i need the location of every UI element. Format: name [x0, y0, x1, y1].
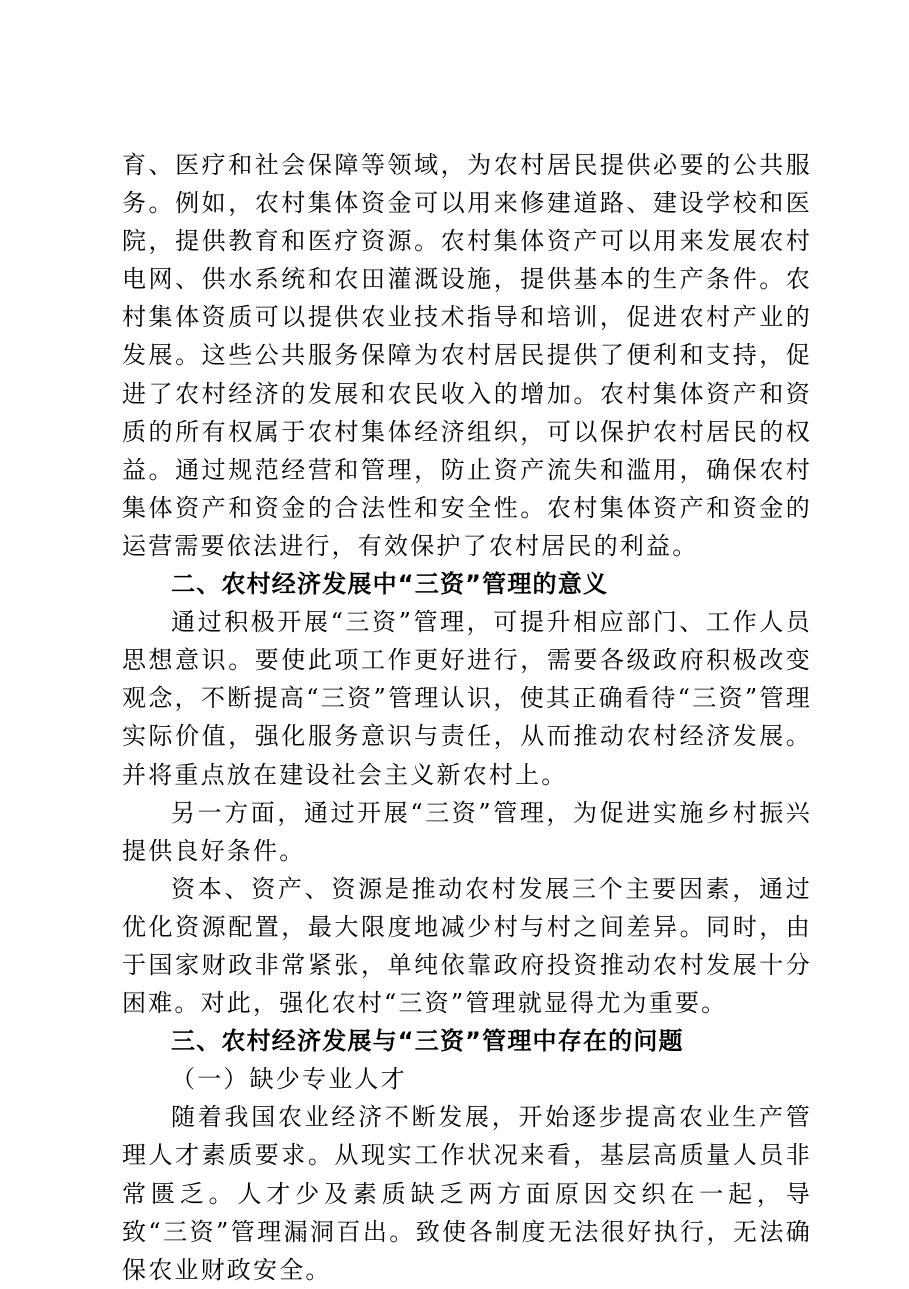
paragraph-talent-shortage: 随着我国农业经济不断发展，开始逐步提高农业生产管理人才素质要求。从现实工作状况来看，基层高质量人员非常匮乏。人才少及素质缺乏两方面原因交织在一起，导致“三资”管理漏洞百出。致使各制度无法很好执行，无法确保农业财政安全。 — [122, 1103, 812, 1284]
paragraph-resource-allocation: 资本、资产、资源是推动农村发展三个主要因素，通过优化资源配置，最大限度地减少村与村之间差异。同时，由于国家财政非常紧张，单纯依靠政府投资推动农村发展十分困难。对此，强化农村“三资”管理就显得尤为重要。 — [122, 874, 812, 1018]
subsection-heading-talent: （一）缺少专业人才 — [171, 1065, 407, 1094]
section-heading-significance: 二、农村经济发展中“三资”管理的意义 — [171, 570, 609, 599]
paragraph-rural-revitalization: 另一方面，通过开展“三资”管理，为促进实施乡村振兴提供良好条件。 — [122, 798, 812, 865]
section-heading-problems: 三、农村经济发展与“三资”管理中存在的问题 — [171, 1027, 684, 1056]
document-page — [122, 146, 812, 1289]
paragraph-awareness: 通过积极开展“三资”管理，可提升相应部门、工作人员思想意识。要使此项工作更好进行，需要各级政府积极改变观念，不断提高“三资”管理认识，使其正确看待“三资”管理实际价值，强化服务意识与责任，从而推动农村经济发展。并将重点放在建设社会主义新农村上。 — [122, 608, 812, 789]
paragraph-public-services: 育、医疗和社会保障等领域，为农村居民提供必要的公共服务。例如，农村集体资金可以用来修建道路、建设学校和医院，提供教育和医疗资源。农村集体资产可以用来发展农村电网、供水系统和农田灌溉设施，提供基本的生产条件。农村集体资质可以提供农业技术指导和培训，促进农村产业的发展。这些公共服务保障为农村居民提供了便利和支持，促进了农村经济的发展和农民收入的增加。农村集体资产和资质的所有权属于农村集体经济组织，可以保护农村居民的权益。通过规范经营和管理，防止资产流失和滥用，确保农村集体资产和资金的合法性和安全性。农村集体资产和资金的运营需要依法进行，有效保护了农村居民的利益。 — [122, 151, 812, 560]
